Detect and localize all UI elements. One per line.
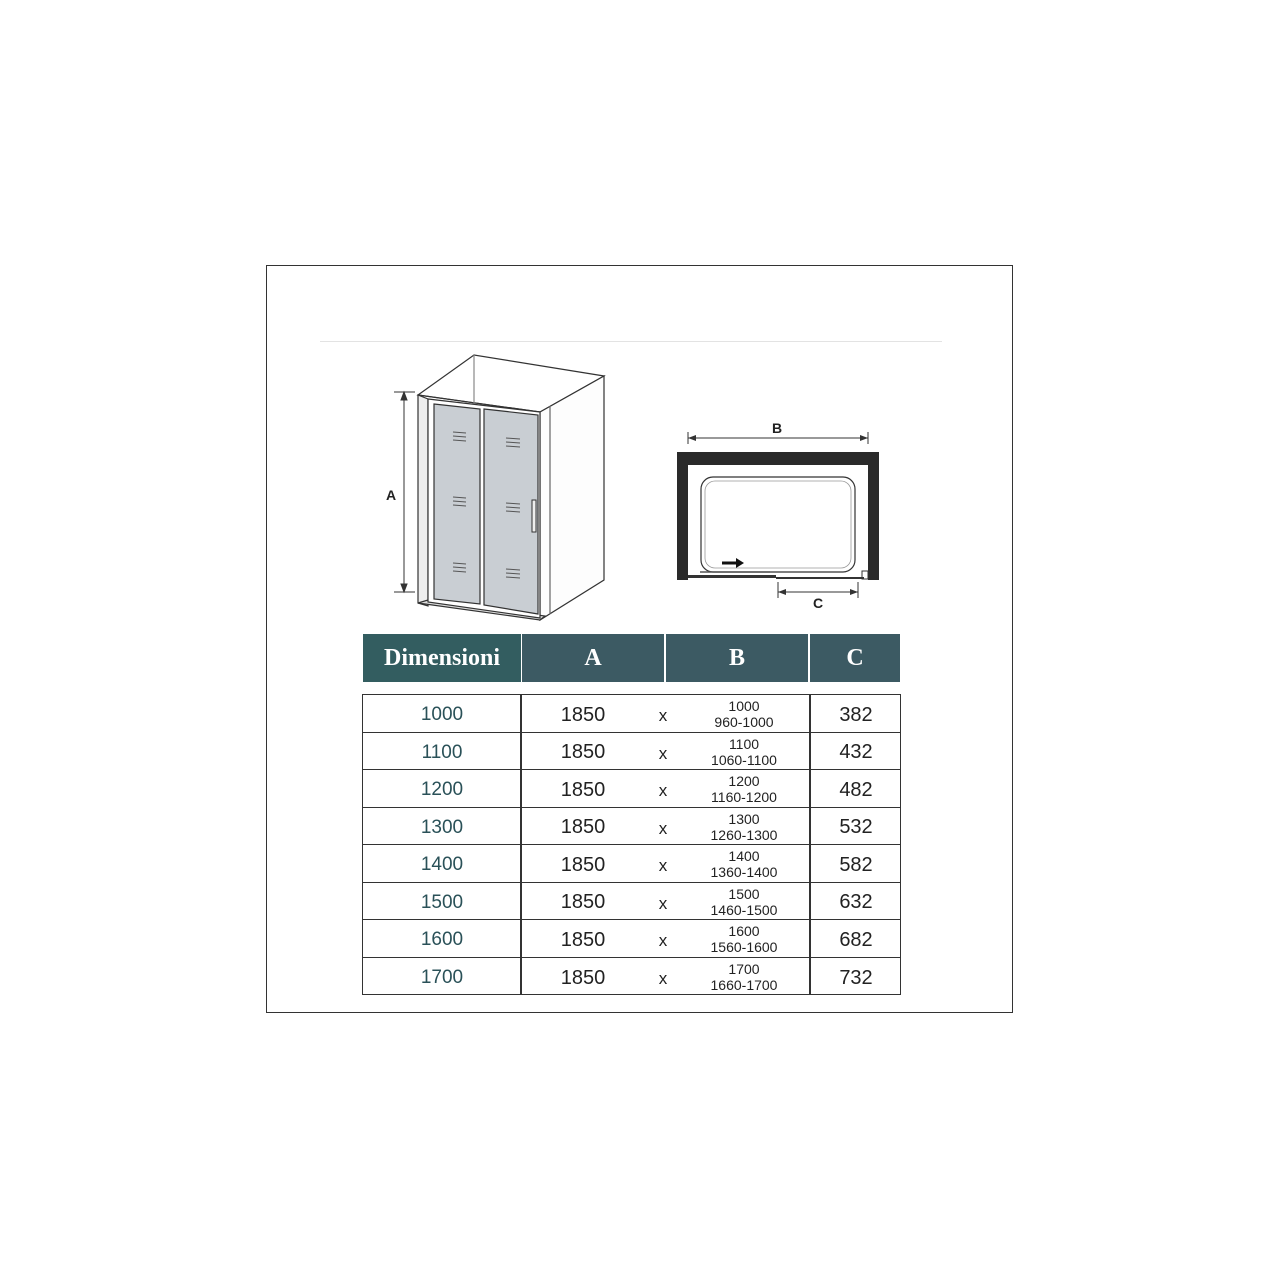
b-range: 1360-1400 (710, 864, 778, 881)
cell-c: 482 (839, 778, 873, 801)
cell-separator: x (658, 856, 668, 876)
b-nominal: 1200 (728, 773, 760, 790)
cell-separator: x (658, 931, 668, 951)
cell-c: 582 (839, 853, 873, 876)
header-dimensioni: Dimensioni (363, 634, 521, 682)
cell-dimensioni: 1000 (420, 704, 464, 726)
b-nominal: 1400 (728, 848, 760, 865)
b-range: 1260-1300 (710, 826, 778, 843)
cell-separator: x (658, 893, 668, 913)
cell-a: 1850 (560, 741, 606, 764)
cell-dimensioni: 1300 (420, 816, 464, 838)
cell-dimensioni: 1200 (420, 779, 464, 801)
dimension-c-label: C (813, 595, 824, 611)
cell-c: 432 (839, 741, 873, 764)
dimension-a-line (394, 392, 415, 592)
cell-dimensioni: 1100 (421, 741, 463, 763)
cell-a: 1850 (560, 703, 606, 726)
b-range: 1160-1200 (711, 789, 777, 806)
cell-c: 532 (839, 816, 873, 839)
table-row (363, 808, 900, 846)
cell-a: 1850 (560, 853, 606, 876)
cell-a: 1850 (560, 778, 606, 801)
cell-b (679, 808, 809, 845)
b-range: 1660-1700 (710, 977, 778, 994)
table-row (363, 770, 900, 808)
cell-dimensioni: 1700 (420, 967, 464, 989)
b-nominal: 1700 (728, 961, 760, 978)
cell-b (679, 770, 809, 807)
cell-b (679, 958, 809, 996)
table-row (363, 958, 900, 996)
cell-c: 732 (839, 966, 873, 989)
cell-separator: x (658, 969, 668, 989)
b-nominal: 1600 (728, 923, 760, 940)
cell-separator: x (658, 706, 668, 726)
table-row (363, 920, 900, 958)
table-row (363, 695, 900, 733)
door-handle (532, 500, 536, 532)
cell-b (679, 920, 809, 957)
cell-a: 1850 (560, 816, 606, 839)
b-range: 1060-1100 (711, 751, 777, 768)
cell-separator: x (658, 818, 668, 838)
cell-dimensioni: 1500 (420, 891, 464, 913)
cell-b (679, 695, 809, 732)
dimensions-table (362, 694, 901, 995)
dimension-b-label: B (772, 420, 783, 436)
cell-a: 1850 (560, 891, 606, 914)
cell-separator: x (658, 743, 668, 763)
b-nominal: 1100 (728, 735, 760, 752)
cell-b (679, 883, 809, 920)
table-row (363, 883, 900, 921)
b-range: 1560-1600 (710, 939, 778, 956)
cell-c: 382 (839, 703, 873, 726)
b-nominal: 1300 (728, 810, 760, 827)
cell-a: 1850 (560, 966, 606, 989)
cell-b (679, 733, 809, 770)
plan-view-drawing (677, 432, 879, 598)
glass-panel-left (434, 404, 480, 604)
table-row (363, 733, 900, 771)
b-nominal: 1000 (728, 698, 760, 715)
b-range: 960-1000 (714, 714, 774, 731)
b-range: 1460-1500 (710, 901, 778, 918)
cell-separator: x (658, 781, 668, 801)
header-c: C (810, 634, 900, 682)
header-b: B (666, 634, 808, 682)
cell-b (679, 845, 809, 882)
table-row (363, 845, 900, 883)
cell-a: 1850 (560, 928, 606, 951)
b-nominal: 1500 (728, 885, 760, 902)
cell-c: 632 (839, 891, 873, 914)
cell-dimensioni: 1400 (420, 854, 464, 876)
cell-c: 682 (839, 928, 873, 951)
cell-dimensioni: 1600 (420, 929, 464, 951)
header-a: A (522, 634, 664, 682)
dimension-a-label: A (386, 487, 397, 503)
